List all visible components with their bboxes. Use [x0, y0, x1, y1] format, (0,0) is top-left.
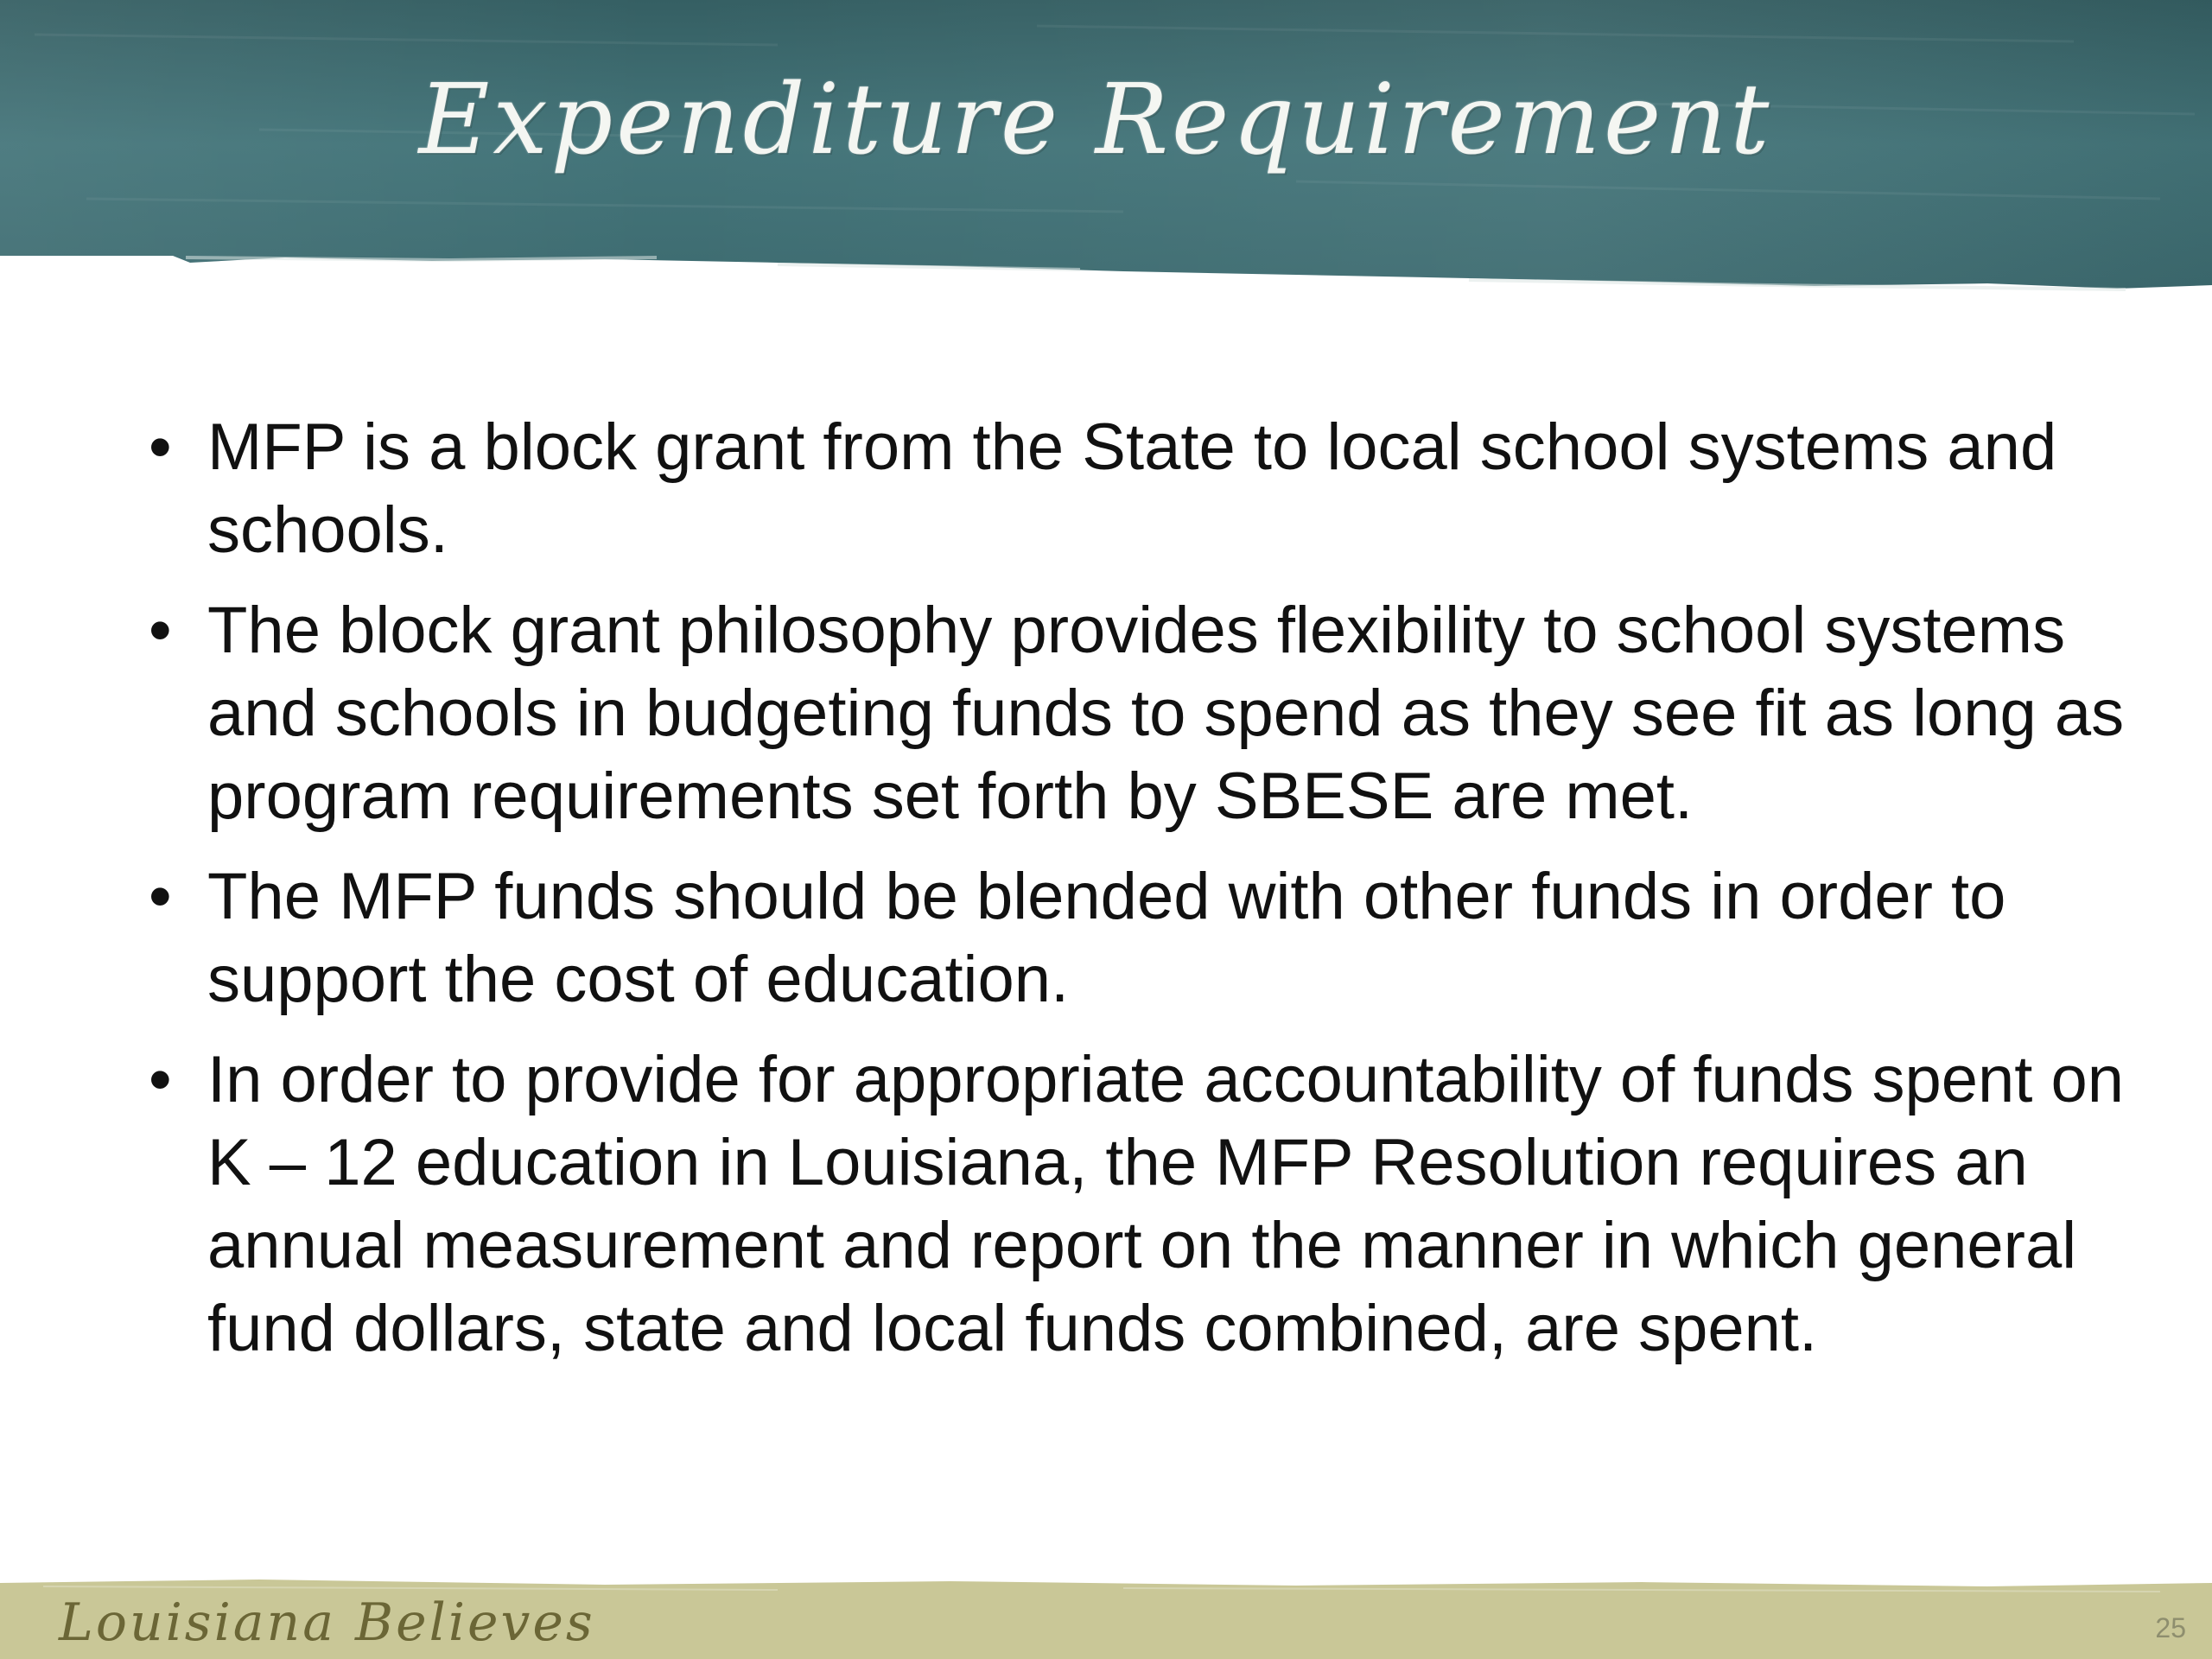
footer-brand-text: Louisiana Believes [59, 1592, 595, 1653]
bullet-item [149, 1039, 2136, 1370]
bullet-text: The MFP funds should be blended with other funds in order to support the cost of education. [207, 860, 2006, 1016]
bullet-dot-icon: • [149, 594, 172, 667]
bullet-text: In order to provide for appropriate accountability of funds spent on K – 12 education in Louisiana, the MFP Resolution requires an annual measurement and report on the manner in which general fund dollars, state and local funds combined, are spent. [207, 1043, 2125, 1365]
bullet-dot-icon: • [149, 1043, 172, 1116]
bullet-item [149, 855, 2136, 1021]
bullet-content [149, 406, 2136, 1388]
bullet-text: MFP is a block grant from the State to local school systems and schools. [207, 410, 2057, 567]
bullet-list [149, 406, 2136, 1370]
slide-title: Expenditure Requirement [418, 64, 1773, 176]
page-number: 25 [2155, 1612, 2186, 1643]
bullet-item [149, 406, 2136, 572]
bullet-text: The block grant philosophy provides flexibility to school systems and schools in budgeting funds to spend as they see fit as long as program requirements set forth by SBESE are met. [207, 594, 2125, 833]
bullet-dot-icon: • [149, 410, 172, 484]
bullet-dot-icon: • [149, 860, 172, 933]
bullet-item [149, 589, 2136, 838]
